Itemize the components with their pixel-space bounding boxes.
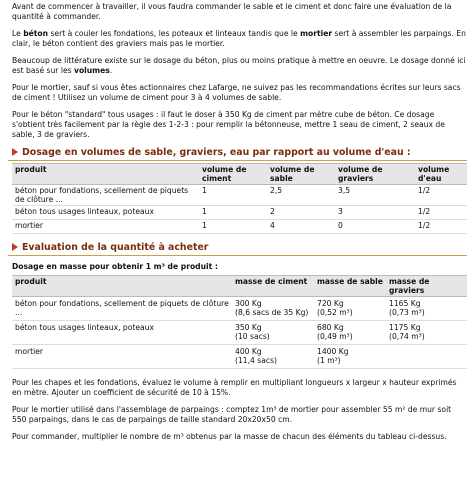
table-cell: 4 xyxy=(267,220,335,234)
keyword-beton: béton xyxy=(23,29,49,38)
arrow-right-icon xyxy=(12,243,18,251)
table-row xyxy=(12,297,467,321)
table-cell: 1/2 xyxy=(415,206,467,220)
table-cell: 1165 Kg (0,73 m³) xyxy=(386,297,467,321)
table-cell: 300 Kg (8,6 sacs de 35 Kg) xyxy=(232,297,314,321)
section-title: Evaluation de la quantité à acheter xyxy=(22,242,209,253)
column-header: volume de sable xyxy=(267,164,335,185)
text-fragment: Beaucoup de littérature existe sur le dosage du béton, plus ou moins pratique à mettre en oeuvre. Le dosage donné ici est basé sur les xyxy=(12,56,466,75)
column-header: masse de ciment xyxy=(232,276,314,297)
table-row xyxy=(12,185,467,206)
table-cell: 680 Kg (0,49 m³) xyxy=(314,321,386,345)
table-row xyxy=(12,206,467,220)
text-fragment: Le xyxy=(12,29,24,38)
intro-paragraph-4: Pour le mortier, sauf si vous êtes actionnaires chez Lafarge, ne suivez pas les recommandations écrites sur leurs sacs de ciment ! Utilisez un volume de ciment pour 3 à 4 volumes de sable. xyxy=(12,83,461,102)
table-cell: 0 xyxy=(335,220,415,234)
column-header: volume d'eau xyxy=(415,164,467,185)
section-heading-evaluation xyxy=(12,242,467,256)
table-caption: Dosage en masse pour obtenir 1 m³ de produit : xyxy=(12,262,218,271)
table-cell: 350 Kg (10 sacs) xyxy=(232,321,314,345)
column-header: volume de graviers xyxy=(335,164,415,185)
text-fragment: sert à couler les fondations, les poteaux et linteaux tandis que le xyxy=(48,29,301,38)
keyword-volumes: volumes xyxy=(74,66,110,75)
table-cell: 720 Kg (0,52 m³) xyxy=(314,297,386,321)
table-header-row xyxy=(12,164,467,185)
column-header: masse de graviers xyxy=(386,276,467,297)
table-cell: 1 xyxy=(199,220,267,234)
table-cell: 2,5 xyxy=(267,185,335,206)
text-fragment: sert à assembler les parpaings. En clair, le béton contient des graviers mais pas le mortier. xyxy=(12,29,466,48)
column-header: masse de sable xyxy=(314,276,386,297)
table-cell: béton tous usages linteaux, poteaux xyxy=(12,206,199,220)
table-cell: 1/2 xyxy=(415,220,467,234)
mass-dosage-table xyxy=(12,275,467,369)
intro-paragraph-5: Pour le béton "standard" tous usages : il faut le doser à 350 Kg de ciment par mètre cube de béton. Ce dosage s'obtient très facilement par la règle des 1-2-3 : pour remplir la bétonneuse, mettre 1 seau de ciment, 2 seaux de sable, 3 de graviers. xyxy=(12,110,445,139)
table-cell: mortier xyxy=(12,345,232,369)
section-title: Dosage en volumes de sable, graviers, eau par rapport au volume d'eau : xyxy=(22,147,411,158)
table-cell: 1 xyxy=(199,206,267,220)
column-header: produit xyxy=(12,164,199,185)
table-cell: 1/2 xyxy=(415,185,467,206)
table-cell: 1 xyxy=(199,185,267,206)
intro-paragraph-1: Avant de commencer à travailler, il vous faudra commander le sable et le ciment et donc faire une évaluation de la quantité à commander. xyxy=(12,2,452,21)
table-cell: 3,5 xyxy=(335,185,415,206)
table-cell: 1175 Kg (0,74 m³) xyxy=(386,321,467,345)
table-cell: béton pour fondations, scellement de piquets de clôture ... xyxy=(12,297,232,321)
table-cell: 400 Kg (11,4 sacs) xyxy=(232,345,314,369)
keyword-mortier: mortier xyxy=(300,29,333,38)
intro-paragraph-3 xyxy=(12,56,467,76)
divider xyxy=(8,255,467,256)
table-cell xyxy=(386,345,467,369)
table-cell: 2 xyxy=(267,206,335,220)
table-row xyxy=(12,220,467,234)
outro-paragraph-2: Pour le mortier utilisé dans l'assemblage de parpaings : comptez 1m³ de mortier pour assembler 55 m² de mur soit 550 parpaings, dans le cas de parpaings de taille standard 20x20x50 cm. xyxy=(12,405,452,424)
table-row xyxy=(12,321,467,345)
table-row xyxy=(12,345,467,369)
table-cell: béton pour fondations, scellement de piquets de clôture ... xyxy=(12,185,199,206)
table-cell: béton tous usages linteaux, poteaux xyxy=(12,321,232,345)
column-header: volume de ciment xyxy=(199,164,267,185)
outro-paragraph-3: Pour commander, multiplier le nombre de m³ obtenus par la masse de chacun des éléments du tableau ci-dessus. xyxy=(12,432,447,441)
arrow-right-icon xyxy=(12,148,18,156)
divider xyxy=(8,160,467,161)
table-cell: 1400 Kg (1 m³) xyxy=(314,345,386,369)
table-header-row xyxy=(12,276,467,297)
intro-paragraph-2 xyxy=(12,29,467,49)
section-heading-dosage xyxy=(12,147,467,161)
column-header: produit xyxy=(12,276,232,297)
outro-paragraph-1: Pour les chapes et les fondations, évaluez le volume à remplir en multipliant longueurs x largeur x hauteur exprimés en mètre. Ajouter un coefficient de sécurité de 10 à 15%. xyxy=(12,378,457,397)
table-cell: 3 xyxy=(335,206,415,220)
volume-dosage-table xyxy=(12,163,467,234)
text-fragment: . xyxy=(109,66,113,75)
table-cell: mortier xyxy=(12,220,199,234)
